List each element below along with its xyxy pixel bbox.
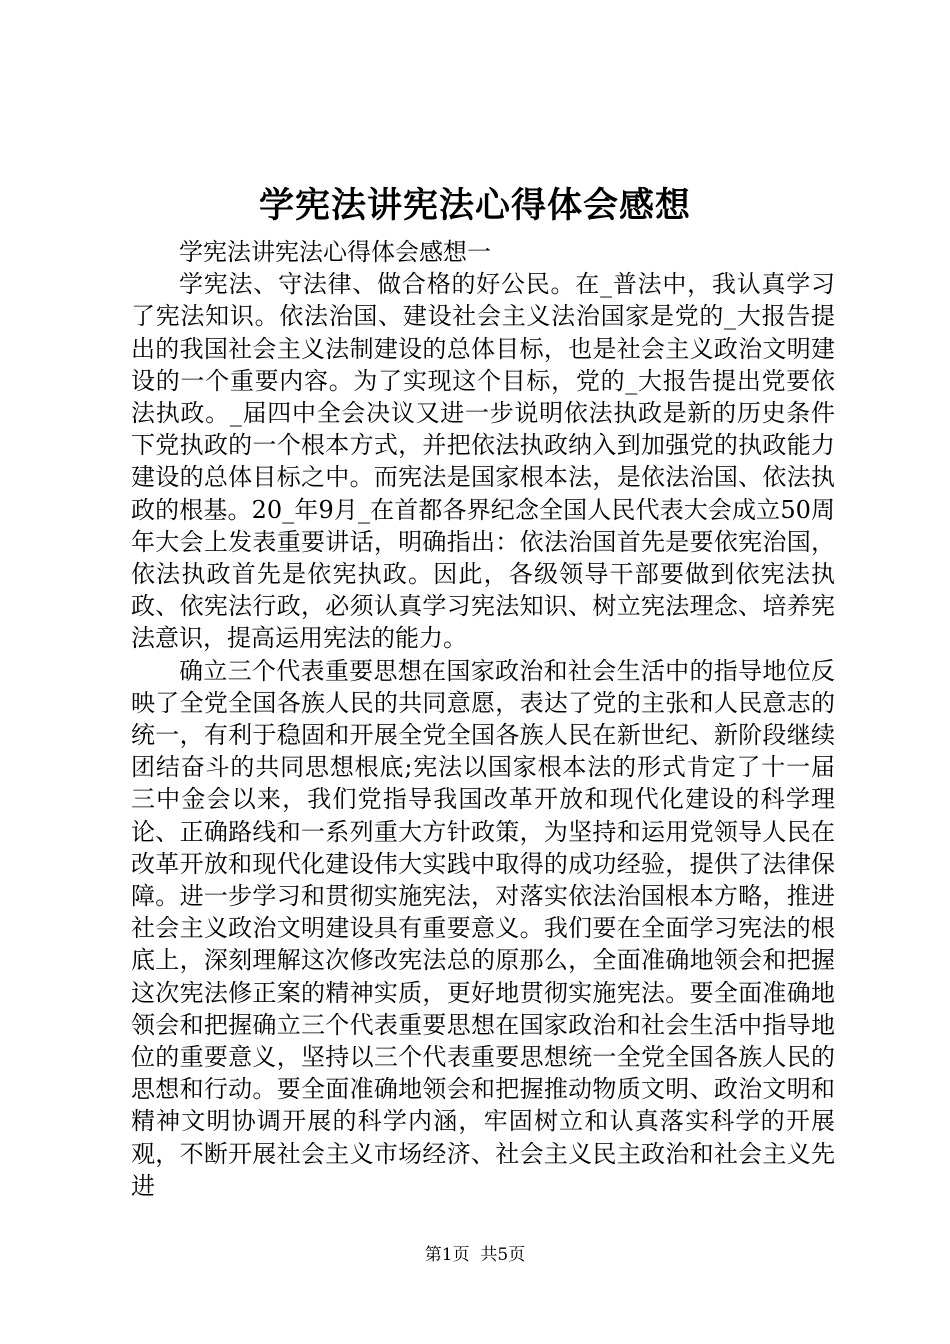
- document-title: 学宪法讲宪法心得体会感想: [258, 185, 691, 226]
- section-heading: 学宪法讲宪法心得体会感想一: [179, 238, 491, 266]
- page-footer: [0, 1243, 950, 1267]
- document-body: [131, 236, 835, 1202]
- page-number: 第1页 共5页: [424, 1245, 526, 1265]
- body-paragraph: 确立三个代表重要思想在国家政治和社会生活中的指导地位反映了全党全国各族人民的共同意愿，表达了党的主张和人民意志的统一，有利于稳固和开展全党全国各族人民在新世纪、新阶段继续团结奋斗的共同思想根底;宪法以国家根本法的形式肯定了十一届三中金会以来，我们党指导我国改革开放和现代化建设的科学理论、正确路线和一系列重大方针政策，为坚持和运用党领导人民在改革开放和现代化建设伟大实践中取得的成功经验，提供了法律保障。进一步学习和贯彻实施宪法，对落实依法治国根本方略，推进社会主义政治文明建设具有重要意义。我们要在全面学习宪法的根底上，深刻理解这次修改宪法总的原那么，全面准确地领会和把握这次宪法修正案的精神实质，更好地贯彻实施宪法。要全面准确地领会和把握确立三个代表重要思想在国家政治和社会生活中指导地位的重要意义，坚持以三个代表重要思想统一全党全国各族人民的思想和行动。要全面准确地领会和把握推动物质文明、政治文明和精神文明协调开展的科学内涵，牢固树立和认真落实科学的开展观，不断开展社会主义市场经济、社会主义民主政治和社会主义先进: [131, 656, 835, 1200]
- body-paragraph: 学宪法、守法律、做合格的好公民。在_普法中，我认真学习了宪法知识。依法治国、建设社会主义法治国家是党的_大报告提出的我国社会主义法制建设的总体目标，也是社会主义政治文明建设的一个重要内容。为了实现这个目标，党的_大报告提出党要依法执政。_届四中全会决议又进一步说明依法执政是新的历史条件下党执政的一个根本方式，并把依法执政纳入到加强党的执政能力建设的总体目标之中。而宪法是国家根本法，是依法治国、依法执政的根基。20_年9月_在首都各界纪念全国人民代表大会成立50周年大会上发表重要讲话，明确指出：依法治国首先是要依宪治国，依法执政首先是依宪执政。因此，各级领导干部要做到依宪法执政、依宪法行政，必须认真学习宪法知识、树立宪法理念、培养宪法意识，提高运用宪法的能力。: [131, 270, 835, 653]
